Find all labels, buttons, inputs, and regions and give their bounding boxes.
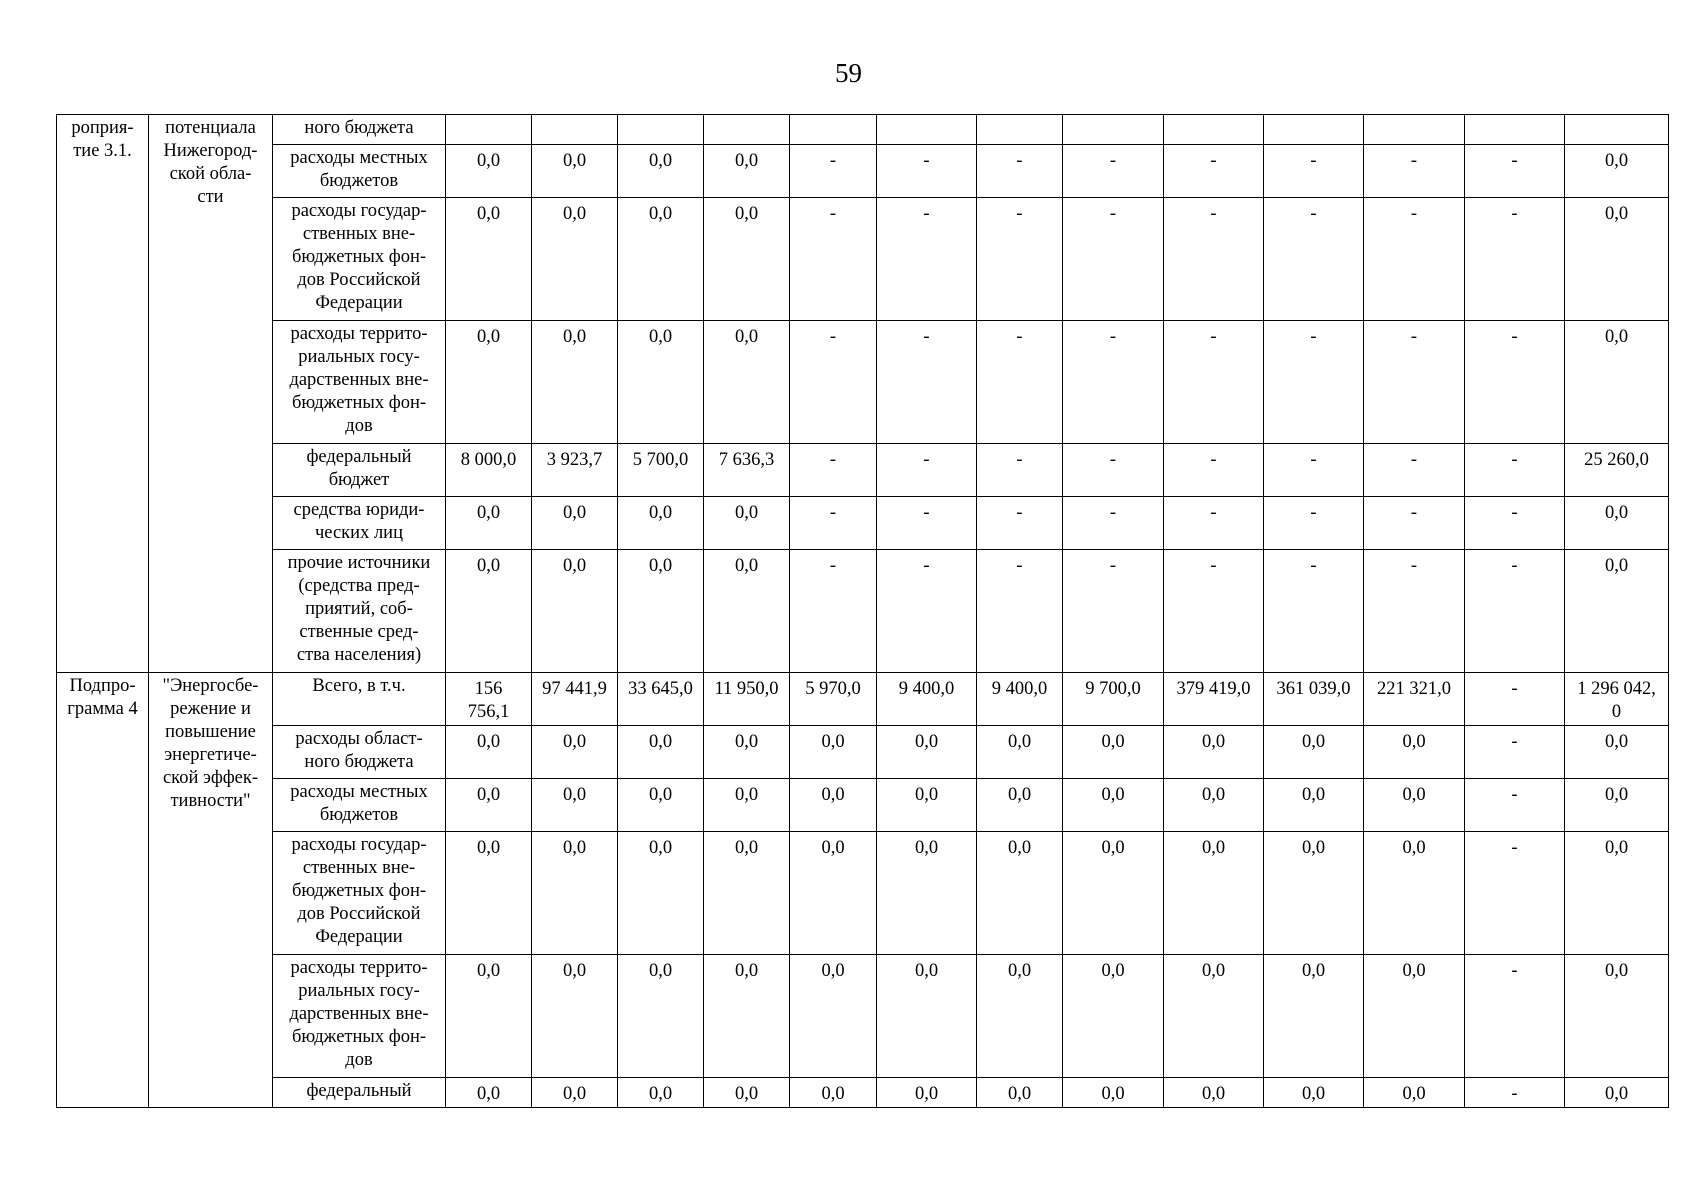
value-cell: - bbox=[1264, 550, 1364, 673]
value-cell: 0,0 bbox=[1264, 726, 1364, 779]
funding-source-label: расходы террито- риальных госу- дарственных вне- бюджетных фон- дов bbox=[273, 955, 446, 1078]
value-cell: 0,0 bbox=[532, 779, 618, 832]
value-cell: 361 039,0 bbox=[1264, 673, 1364, 726]
value-cell: 0,0 bbox=[1164, 1078, 1264, 1108]
value-cell: 0,0 bbox=[446, 321, 532, 444]
value-cell: - bbox=[1465, 1078, 1565, 1108]
value-cell: 0,0 bbox=[618, 955, 704, 1078]
value-cell: - bbox=[877, 198, 977, 321]
value-cell: - bbox=[1063, 444, 1164, 497]
value-cell: 5 970,0 bbox=[790, 673, 877, 726]
value-cell: 33 645,0 bbox=[618, 673, 704, 726]
value-cell: 0,0 bbox=[790, 779, 877, 832]
funding-source-label: расходы област- ного бюджета bbox=[273, 726, 446, 779]
value-cell: 0,0 bbox=[618, 145, 704, 198]
value-cell: - bbox=[1264, 497, 1364, 550]
funding-source-label: расходы государ- ственных вне- бюджетных фон- дов Российской Федерации bbox=[273, 832, 446, 955]
value-cell: - bbox=[1063, 550, 1164, 673]
value-cell: 0,0 bbox=[532, 1078, 618, 1108]
value-cell: 0,0 bbox=[446, 1078, 532, 1108]
value-cell bbox=[704, 115, 790, 145]
value-cell: 0,0 bbox=[1063, 726, 1164, 779]
table-row bbox=[57, 321, 1669, 444]
value-cell: 0,0 bbox=[446, 145, 532, 198]
funding-source-label: расходы местных бюджетов bbox=[273, 779, 446, 832]
table-row bbox=[57, 726, 1669, 779]
value-cell: - bbox=[790, 321, 877, 444]
value-cell: 0,0 bbox=[790, 726, 877, 779]
value-cell: 0,0 bbox=[618, 497, 704, 550]
value-cell: 0,0 bbox=[1565, 145, 1669, 198]
value-cell: 0,0 bbox=[977, 832, 1063, 955]
value-cell: 0,0 bbox=[790, 955, 877, 1078]
value-cell: - bbox=[1364, 550, 1465, 673]
value-cell bbox=[877, 115, 977, 145]
funding-source-label: расходы местных бюджетов bbox=[273, 145, 446, 198]
value-cell: 0,0 bbox=[704, 321, 790, 444]
value-cell: - bbox=[977, 444, 1063, 497]
value-cell: 0,0 bbox=[618, 550, 704, 673]
value-cell: 0,0 bbox=[790, 832, 877, 955]
value-cell: 0,0 bbox=[446, 779, 532, 832]
value-cell: - bbox=[877, 321, 977, 444]
value-cell bbox=[1063, 115, 1164, 145]
value-cell: 0,0 bbox=[704, 497, 790, 550]
value-cell: - bbox=[1264, 145, 1364, 198]
value-cell: - bbox=[1164, 145, 1264, 198]
value-cell: 5 700,0 bbox=[618, 444, 704, 497]
value-cell: 0,0 bbox=[446, 497, 532, 550]
value-cell: 9 700,0 bbox=[1063, 673, 1164, 726]
value-cell: - bbox=[790, 198, 877, 321]
value-cell: 0,0 bbox=[1264, 832, 1364, 955]
value-cell: - bbox=[1364, 497, 1465, 550]
page-number: 59 bbox=[835, 58, 862, 88]
value-cell: 0,0 bbox=[1063, 779, 1164, 832]
value-cell: 0,0 bbox=[618, 726, 704, 779]
value-cell: 0,0 bbox=[704, 955, 790, 1078]
value-cell: - bbox=[877, 444, 977, 497]
value-cell: 0,0 bbox=[1063, 955, 1164, 1078]
value-cell: - bbox=[977, 550, 1063, 673]
value-cell: 0,0 bbox=[1264, 955, 1364, 1078]
value-cell: 0,0 bbox=[977, 726, 1063, 779]
value-cell bbox=[446, 115, 532, 145]
value-cell: 0,0 bbox=[532, 955, 618, 1078]
value-cell: 9 400,0 bbox=[977, 673, 1063, 726]
value-cell: 0,0 bbox=[618, 321, 704, 444]
value-cell: 0,0 bbox=[1364, 726, 1465, 779]
value-cell: - bbox=[1465, 444, 1565, 497]
value-cell: - bbox=[1264, 198, 1364, 321]
value-cell: - bbox=[977, 321, 1063, 444]
value-cell: - bbox=[1465, 832, 1565, 955]
table-row bbox=[57, 497, 1669, 550]
budget-table bbox=[56, 114, 1669, 1108]
value-cell: 0,0 bbox=[1364, 955, 1465, 1078]
value-cell: 0,0 bbox=[1565, 832, 1669, 955]
value-cell: 0,0 bbox=[877, 955, 977, 1078]
value-cell bbox=[1465, 115, 1565, 145]
value-cell: 379 419,0 bbox=[1164, 673, 1264, 726]
value-cell: - bbox=[1164, 497, 1264, 550]
value-cell: - bbox=[1364, 444, 1465, 497]
value-cell bbox=[977, 115, 1063, 145]
table-row bbox=[57, 779, 1669, 832]
value-cell: 0,0 bbox=[704, 779, 790, 832]
value-cell: 0,0 bbox=[446, 832, 532, 955]
value-cell: 0,0 bbox=[790, 1078, 877, 1108]
value-cell: 0,0 bbox=[446, 955, 532, 1078]
funding-source-label: прочие источники (средства пред- приятий, соб- ственные сред- ства населения) bbox=[273, 550, 446, 673]
value-cell: 9 400,0 bbox=[877, 673, 977, 726]
value-cell: 0,0 bbox=[1063, 832, 1164, 955]
value-cell: 0,0 bbox=[1164, 779, 1264, 832]
funding-source-label: расходы государ- ственных вне- бюджетных фон- дов Российской Федерации bbox=[273, 198, 446, 321]
value-cell: 0,0 bbox=[532, 497, 618, 550]
value-cell: 0,0 bbox=[1565, 779, 1669, 832]
value-cell bbox=[1264, 115, 1364, 145]
value-cell: 3 923,7 bbox=[532, 444, 618, 497]
value-cell: 0,0 bbox=[532, 726, 618, 779]
value-cell: - bbox=[1465, 779, 1565, 832]
value-cell: 0,0 bbox=[1264, 779, 1364, 832]
value-cell: 0,0 bbox=[1164, 832, 1264, 955]
value-cell: 0,0 bbox=[1063, 1078, 1164, 1108]
value-cell: - bbox=[1063, 497, 1164, 550]
value-cell: 0,0 bbox=[1565, 321, 1669, 444]
funding-source-label: федеральный bbox=[273, 1078, 446, 1108]
value-cell: - bbox=[1164, 198, 1264, 321]
value-cell bbox=[1565, 115, 1669, 145]
value-cell: - bbox=[790, 550, 877, 673]
funding-source-label: ного бюджета bbox=[273, 115, 446, 145]
value-cell: 0,0 bbox=[977, 1078, 1063, 1108]
table-row bbox=[57, 1078, 1669, 1108]
table-row bbox=[57, 955, 1669, 1078]
value-cell: - bbox=[1164, 444, 1264, 497]
value-cell: 0,0 bbox=[704, 726, 790, 779]
value-cell: - bbox=[977, 145, 1063, 198]
row-group-code: Подпро- грамма 4 bbox=[57, 673, 149, 1108]
value-cell: 0,0 bbox=[446, 550, 532, 673]
row-group-name: "Энергосбе- режение и повышение энергетиче- ской эффек- тивности" bbox=[149, 673, 273, 1108]
value-cell: 0,0 bbox=[532, 321, 618, 444]
value-cell: 0,0 bbox=[1164, 726, 1264, 779]
value-cell: 0,0 bbox=[1264, 1078, 1364, 1108]
value-cell bbox=[1364, 115, 1465, 145]
value-cell: 0,0 bbox=[618, 198, 704, 321]
value-cell: - bbox=[877, 550, 977, 673]
value-cell: - bbox=[1164, 550, 1264, 673]
table-row bbox=[57, 198, 1669, 321]
value-cell: - bbox=[1465, 726, 1565, 779]
value-cell: - bbox=[1465, 550, 1565, 673]
table-row bbox=[57, 444, 1669, 497]
value-cell: 0,0 bbox=[704, 198, 790, 321]
value-cell: 0,0 bbox=[877, 726, 977, 779]
value-cell: 0,0 bbox=[532, 145, 618, 198]
table-row bbox=[57, 145, 1669, 198]
value-cell: - bbox=[1465, 321, 1565, 444]
value-cell: - bbox=[977, 497, 1063, 550]
value-cell: 0,0 bbox=[704, 832, 790, 955]
value-cell: - bbox=[1465, 145, 1565, 198]
value-cell: 0,0 bbox=[977, 955, 1063, 1078]
value-cell: 7 636,3 bbox=[704, 444, 790, 497]
value-cell: - bbox=[790, 497, 877, 550]
value-cell: 0,0 bbox=[532, 550, 618, 673]
value-cell: - bbox=[1465, 198, 1565, 321]
value-cell: - bbox=[1364, 198, 1465, 321]
value-cell: 1 296 042, 0 bbox=[1565, 673, 1669, 726]
value-cell: 0,0 bbox=[877, 779, 977, 832]
value-cell: 0,0 bbox=[704, 550, 790, 673]
value-cell: 0,0 bbox=[1565, 955, 1669, 1078]
value-cell: 0,0 bbox=[446, 198, 532, 321]
value-cell: 0,0 bbox=[618, 779, 704, 832]
value-cell: - bbox=[1264, 321, 1364, 444]
value-cell: - bbox=[877, 145, 977, 198]
value-cell: 0,0 bbox=[704, 1078, 790, 1108]
value-cell bbox=[618, 115, 704, 145]
value-cell: - bbox=[1465, 497, 1565, 550]
table-body bbox=[57, 115, 1669, 1108]
value-cell: - bbox=[1063, 145, 1164, 198]
value-cell: - bbox=[1164, 321, 1264, 444]
value-cell: 25 260,0 bbox=[1565, 444, 1669, 497]
value-cell: 0,0 bbox=[1565, 726, 1669, 779]
value-cell bbox=[1164, 115, 1264, 145]
value-cell: - bbox=[1063, 321, 1164, 444]
value-cell: - bbox=[977, 198, 1063, 321]
value-cell: 0,0 bbox=[1364, 779, 1465, 832]
value-cell: 97 441,9 bbox=[532, 673, 618, 726]
funding-source-label: Всего, в т.ч. bbox=[273, 673, 446, 726]
value-cell: - bbox=[877, 497, 977, 550]
row-group-code: роприя- тие 3.1. bbox=[57, 115, 149, 673]
value-cell: 0,0 bbox=[1364, 832, 1465, 955]
value-cell: - bbox=[790, 444, 877, 497]
value-cell: 0,0 bbox=[1364, 1078, 1465, 1108]
value-cell: 0,0 bbox=[1565, 198, 1669, 321]
value-cell: 221 321,0 bbox=[1364, 673, 1465, 726]
value-cell: 0,0 bbox=[877, 1078, 977, 1108]
value-cell bbox=[532, 115, 618, 145]
value-cell: 0,0 bbox=[977, 779, 1063, 832]
funding-source-label: федеральный бюджет bbox=[273, 444, 446, 497]
value-cell: - bbox=[790, 145, 877, 198]
value-cell: 11 950,0 bbox=[704, 673, 790, 726]
value-cell: 0,0 bbox=[1565, 1078, 1669, 1108]
table-row bbox=[57, 115, 1669, 145]
value-cell: 0,0 bbox=[618, 832, 704, 955]
value-cell: - bbox=[1063, 198, 1164, 321]
value-cell: 0,0 bbox=[704, 145, 790, 198]
value-cell: 0,0 bbox=[1565, 550, 1669, 673]
funding-source-label: средства юриди- ческих лиц bbox=[273, 497, 446, 550]
value-cell: 156 756,1 bbox=[446, 673, 532, 726]
row-group-name: потенциала Нижегород- ской обла- сти bbox=[149, 115, 273, 673]
table-row bbox=[57, 832, 1669, 955]
value-cell: 0,0 bbox=[618, 1078, 704, 1108]
value-cell: 0,0 bbox=[532, 832, 618, 955]
value-cell: - bbox=[1364, 145, 1465, 198]
value-cell: - bbox=[1465, 955, 1565, 1078]
value-cell: 0,0 bbox=[877, 832, 977, 955]
value-cell: 0,0 bbox=[1565, 497, 1669, 550]
value-cell: 0,0 bbox=[446, 726, 532, 779]
table-row bbox=[57, 673, 1669, 726]
value-cell: - bbox=[1364, 321, 1465, 444]
table-row bbox=[57, 550, 1669, 673]
value-cell bbox=[790, 115, 877, 145]
value-cell: - bbox=[1264, 444, 1364, 497]
value-cell: 8 000,0 bbox=[446, 444, 532, 497]
value-cell: 0,0 bbox=[532, 198, 618, 321]
value-cell: - bbox=[1465, 673, 1565, 726]
funding-source-label: расходы террито- риальных госу- дарственных вне- бюджетных фон- дов bbox=[273, 321, 446, 444]
value-cell: 0,0 bbox=[1164, 955, 1264, 1078]
